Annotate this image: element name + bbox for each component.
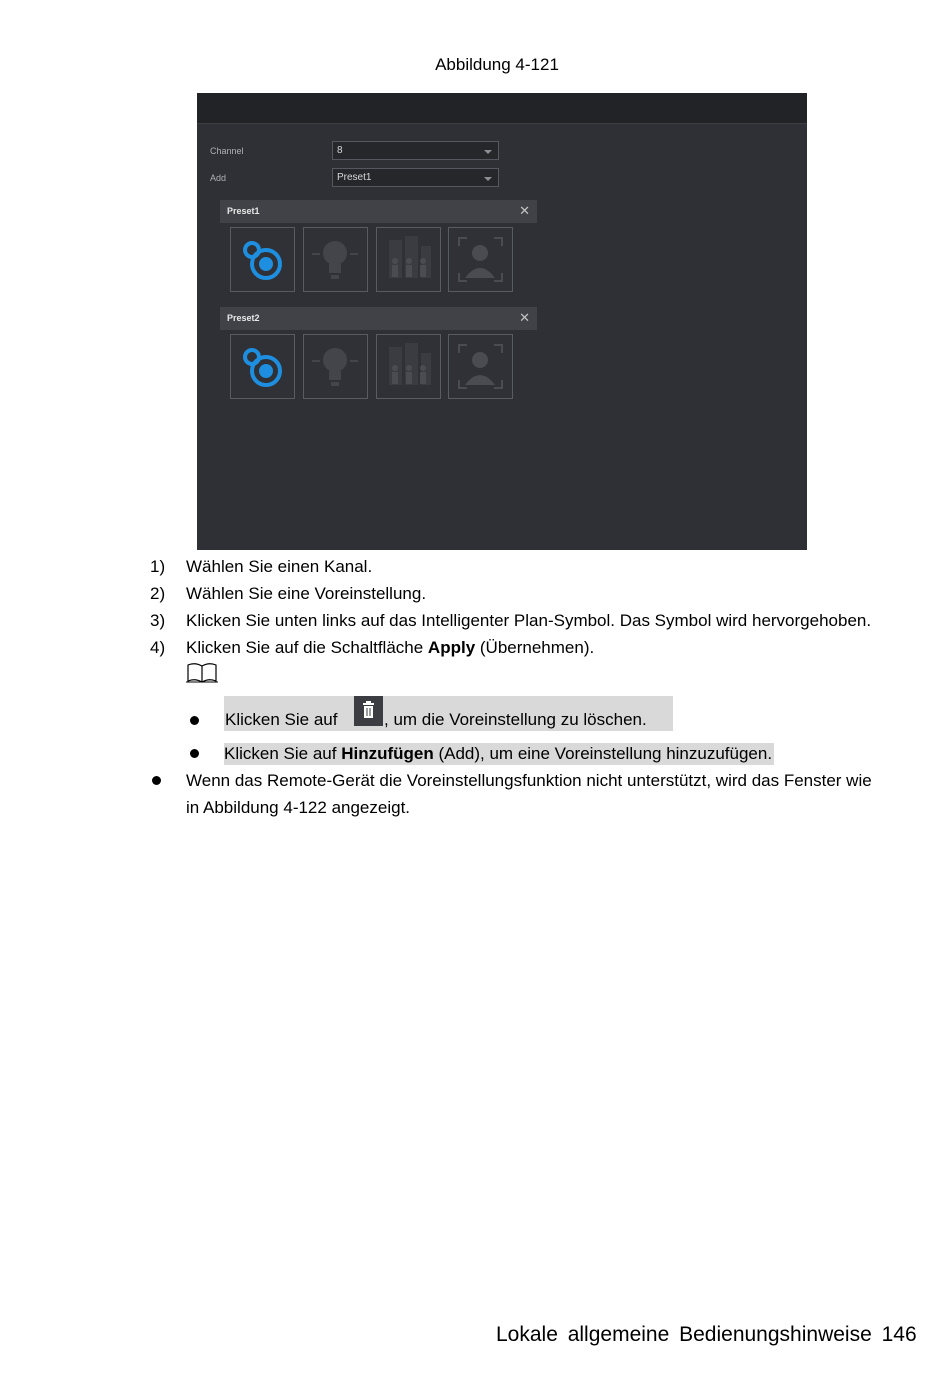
add-preset-value: Preset1 [337,172,372,183]
add-label: Add [210,173,227,183]
bullet-paragraph-line: in Abbildung 4-122 angezeigt. [186,798,411,817]
step-number: 3) [150,611,166,630]
instruction-steps [150,553,930,661]
note-text: (Add), um eine Voreinstellung hinzuzufügen. [433,744,773,763]
note-bold-text: Hinzufügen [341,744,434,763]
chevron-down-icon [484,177,492,181]
preset-header [220,307,537,330]
list-item [150,553,930,580]
people-counting-icon[interactable] [376,227,441,292]
add-preset-select[interactable] [332,168,499,187]
light-bulb-icon[interactable] [303,334,368,399]
step-number: 1) [150,557,166,576]
preset-title: Preset2 [227,313,260,323]
list-item [150,580,930,607]
light-bulb-icon[interactable] [303,227,368,292]
bullet-icon [152,776,161,785]
note-text: Klicken Sie auf [224,744,342,763]
step-bold-text: Apply [427,638,476,657]
preset-panel [220,307,537,402]
bullet-icon [190,716,199,725]
channel-value: 8 [337,145,343,156]
step-number: 4) [150,638,166,657]
smart-plan-icon[interactable] [230,334,295,399]
trash-icon [354,696,383,726]
step-number: 2) [150,584,166,603]
people-counting-icon[interactable] [376,334,441,399]
face-detection-icon[interactable] [448,334,513,399]
smart-plan-icon[interactable] [230,227,295,292]
step-text: Wählen Sie eine Voreinstellung. [186,584,427,603]
list-item [150,607,930,634]
bullet-paragraph-line: Wenn das Remote-Gerät die Voreinstellungsfunktion nicht unterstützt, wird das Fenster wie [186,771,872,790]
channel-select[interactable] [332,141,499,160]
face-detection-icon[interactable] [448,227,513,292]
window-title-bar [197,93,807,124]
preset-header [220,200,537,223]
close-icon[interactable]: ✕ [519,310,530,325]
note-text: Klicken Sie auf [225,710,338,729]
preset-panel [220,200,537,295]
note-book-icon [186,662,218,689]
step-text-part: (Übernehmen). [475,638,595,657]
preset-title: Preset1 [227,206,260,216]
note-text: , um die Voreinstellung zu löschen. [384,710,647,729]
step-text: Wählen Sie einen Kanal. [186,557,373,576]
close-icon[interactable]: ✕ [519,203,530,218]
step-text [186,634,594,661]
list-item [150,634,930,661]
channel-label: Channel [210,146,244,156]
note-item [224,696,673,731]
step-text: Klicken Sie unten links auf das Intelligenter Plan-Symbol. Das Symbol wird hervorgehoben. [186,611,872,630]
bullet-icon [190,749,199,758]
chevron-down-icon [484,150,492,154]
screenshot-figure [197,93,807,550]
note-item [224,743,774,765]
figure-caption: Abbildung 4-121 [435,55,559,74]
step-text-part: Klicken Sie auf die Schaltfläche [186,638,428,657]
page-footer: Lokale allgemeine Bedienungshinweise 146 [496,1323,917,1346]
